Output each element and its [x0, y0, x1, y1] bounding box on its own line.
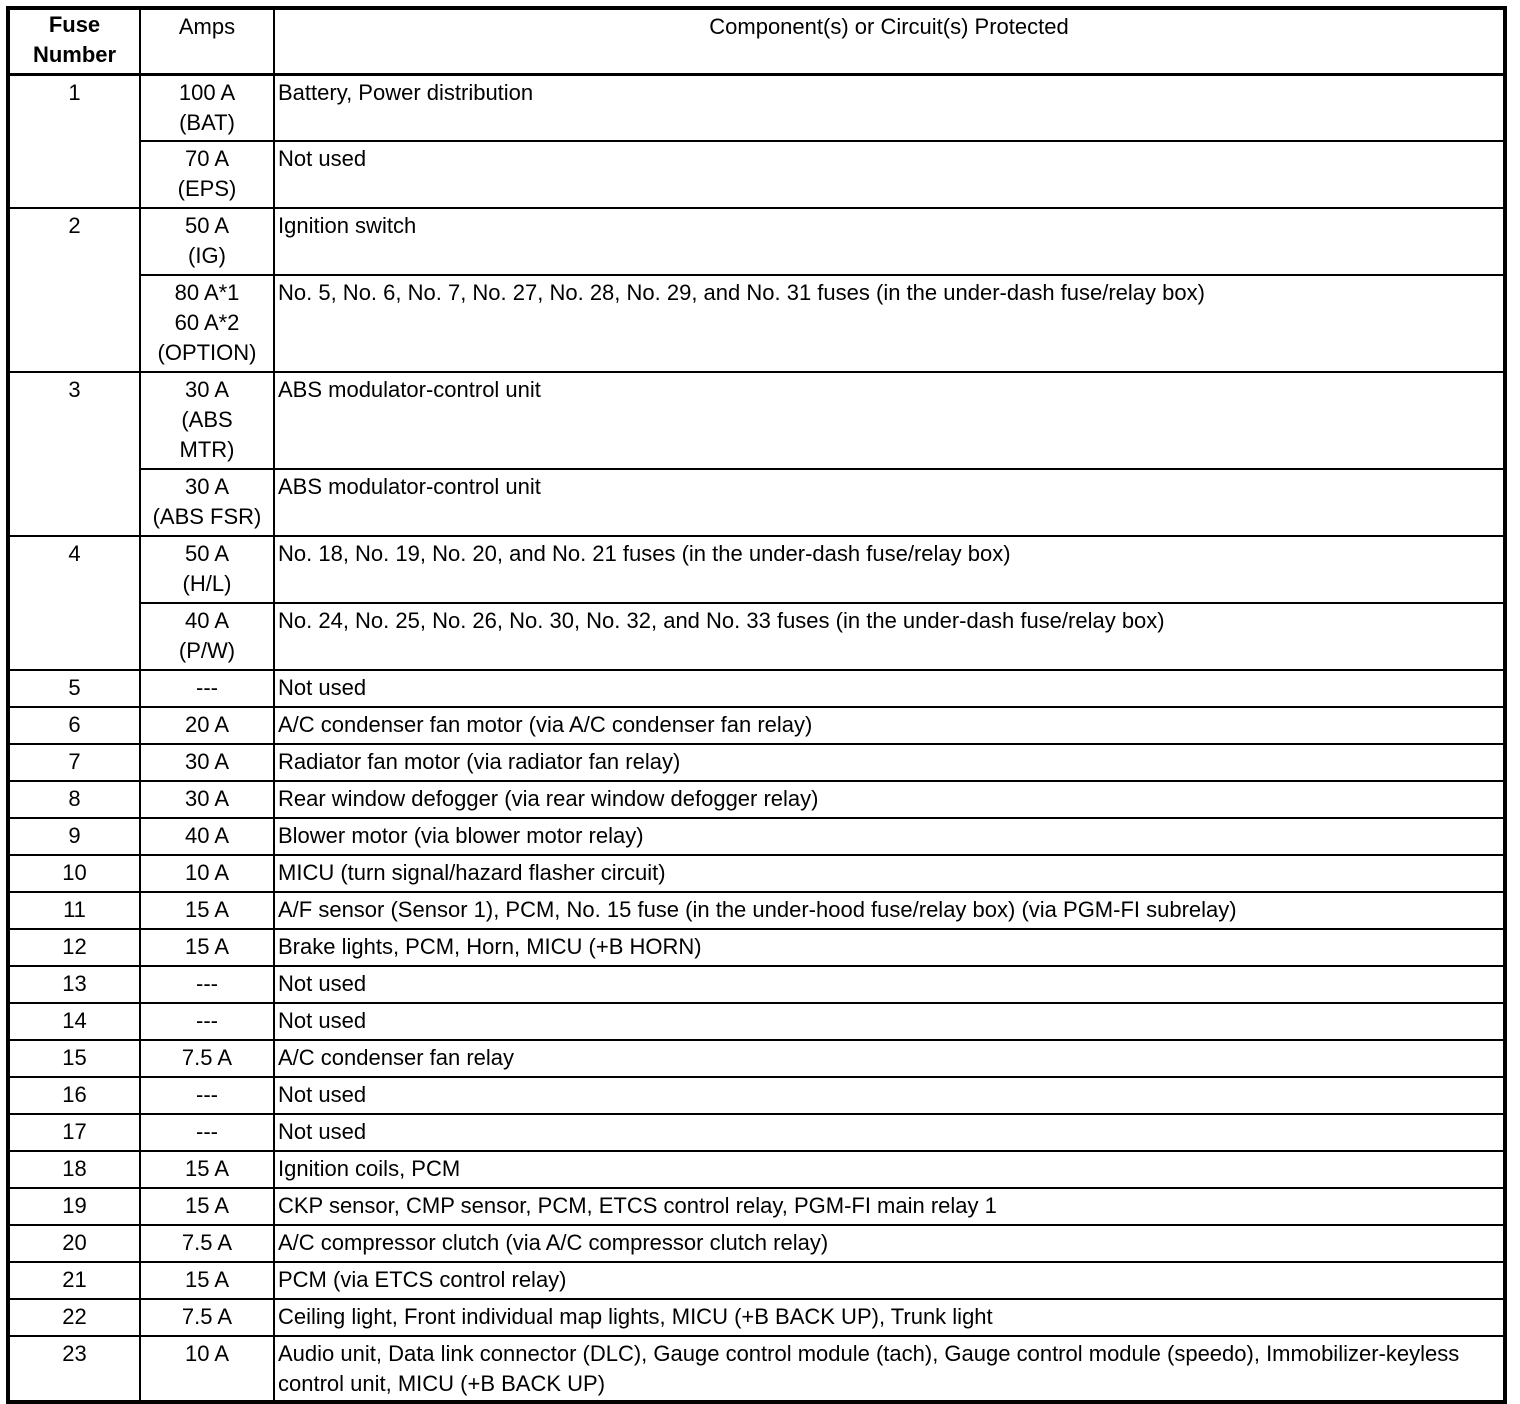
table-row [8, 469, 1505, 536]
table-row [8, 966, 1505, 1003]
fuse-number-cell: 8 [8, 781, 140, 818]
amps-cell: --- [140, 966, 274, 1003]
amps-cell: 15 A [140, 1262, 274, 1299]
component-cell: No. 24, No. 25, No. 26, No. 30, No. 32, and No. 33 fuses (in the under-dash fuse/relay box) [274, 603, 1505, 670]
component-cell: A/F sensor (Sensor 1), PCM, No. 15 fuse (in the under-hood fuse/relay box) (via PGM-FI subrelay) [274, 892, 1505, 929]
table-row [8, 670, 1505, 707]
header-row [8, 8, 1505, 74]
table-row [8, 1225, 1505, 1262]
table-row [8, 818, 1505, 855]
fuse-number-cell: 12 [8, 929, 140, 966]
component-cell: Radiator fan motor (via radiator fan relay) [274, 744, 1505, 781]
table-row [8, 1151, 1505, 1188]
component-cell: A/C compressor clutch (via A/C compressor clutch relay) [274, 1225, 1505, 1262]
amps-cell: --- [140, 670, 274, 707]
component-cell: Rear window defogger (via rear window defogger relay) [274, 781, 1505, 818]
component-cell: No. 18, No. 19, No. 20, and No. 21 fuses (in the under-dash fuse/relay box) [274, 536, 1505, 603]
fuse-number-cell: 6 [8, 707, 140, 744]
header-amps: Amps [140, 8, 274, 74]
table-row [8, 929, 1505, 966]
component-cell: Ignition coils, PCM [274, 1151, 1505, 1188]
amps-cell: 15 A [140, 1151, 274, 1188]
component-cell: Not used [274, 141, 1505, 208]
amps-cell: 40 A [140, 818, 274, 855]
table-row [8, 1003, 1505, 1040]
fuse-number-cell: 23 [8, 1336, 140, 1402]
amps-cell: 100 A (BAT) [140, 74, 274, 141]
amps-cell: 50 A (H/L) [140, 536, 274, 603]
component-cell: No. 5, No. 6, No. 7, No. 27, No. 28, No. 29, and No. 31 fuses (in the under-dash fuse/relay box) [274, 275, 1505, 372]
amps-cell: 10 A [140, 855, 274, 892]
amps-cell: 15 A [140, 929, 274, 966]
table-row [8, 892, 1505, 929]
table-row [8, 744, 1505, 781]
amps-cell: 30 A [140, 781, 274, 818]
fuse-number-cell: 18 [8, 1151, 140, 1188]
amps-cell: 20 A [140, 707, 274, 744]
amps-cell: 15 A [140, 892, 274, 929]
fuse-table [6, 6, 1507, 1404]
component-cell: Not used [274, 966, 1505, 1003]
component-cell: Brake lights, PCM, Horn, MICU (+B HORN) [274, 929, 1505, 966]
component-cell: ABS modulator-control unit [274, 372, 1505, 469]
fuse-number-cell: 14 [8, 1003, 140, 1040]
table-row [8, 1040, 1505, 1077]
table-row [8, 141, 1505, 208]
amps-cell: 30 A [140, 744, 274, 781]
component-cell: Not used [274, 1077, 1505, 1114]
fuse-number-cell: 7 [8, 744, 140, 781]
table-row [8, 1262, 1505, 1299]
table-row [8, 208, 1505, 275]
fuse-number-cell: 1 [8, 74, 140, 208]
fuse-number-cell: 20 [8, 1225, 140, 1262]
fuse-number-cell: 11 [8, 892, 140, 929]
component-cell: Ceiling light, Front individual map lights, MICU (+B BACK UP), Trunk light [274, 1299, 1505, 1336]
fuse-number-cell: 19 [8, 1188, 140, 1225]
amps-cell: 50 A (IG) [140, 208, 274, 275]
fuse-number-cell: 13 [8, 966, 140, 1003]
component-cell: CKP sensor, CMP sensor, PCM, ETCS control relay, PGM-FI main relay 1 [274, 1188, 1505, 1225]
table-row [8, 536, 1505, 603]
fuse-number-cell: 5 [8, 670, 140, 707]
header-component: Component(s) or Circuit(s) Protected [274, 8, 1505, 74]
amps-cell: 7.5 A [140, 1225, 274, 1262]
table-row [8, 372, 1505, 469]
amps-cell: 15 A [140, 1188, 274, 1225]
table-row [8, 1188, 1505, 1225]
amps-cell: --- [140, 1077, 274, 1114]
amps-cell: 10 A [140, 1336, 274, 1402]
table-row [8, 74, 1505, 141]
amps-cell: 70 A (EPS) [140, 141, 274, 208]
fuse-number-cell: 3 [8, 372, 140, 536]
amps-cell: 7.5 A [140, 1299, 274, 1336]
component-cell: Battery, Power distribution [274, 74, 1505, 141]
component-cell: A/C condenser fan motor (via A/C condenser fan relay) [274, 707, 1505, 744]
component-cell: A/C condenser fan relay [274, 1040, 1505, 1077]
fuse-number-cell: 4 [8, 536, 140, 670]
amps-cell: --- [140, 1114, 274, 1151]
fuse-number-cell: 9 [8, 818, 140, 855]
table-row [8, 707, 1505, 744]
fuse-number-cell: 17 [8, 1114, 140, 1151]
table-row [8, 1336, 1505, 1402]
amps-cell: 30 A (ABS MTR) [140, 372, 274, 469]
component-cell: PCM (via ETCS control relay) [274, 1262, 1505, 1299]
amps-cell: 30 A (ABS FSR) [140, 469, 274, 536]
component-cell: Ignition switch [274, 208, 1505, 275]
table-row [8, 275, 1505, 372]
fuse-number-cell: 22 [8, 1299, 140, 1336]
fuse-number-cell: 2 [8, 208, 140, 372]
component-cell: ABS modulator-control unit [274, 469, 1505, 536]
table-row [8, 1114, 1505, 1151]
amps-cell: 7.5 A [140, 1040, 274, 1077]
component-cell: Audio unit, Data link connector (DLC), Gauge control module (tach), Gauge control module (speedo), Immobilizer-keyless control unit, MICU (+B BACK UP) [274, 1336, 1505, 1402]
table-row [8, 603, 1505, 670]
fuse-number-cell: 15 [8, 1040, 140, 1077]
amps-cell: 40 A (P/W) [140, 603, 274, 670]
table-row [8, 781, 1505, 818]
component-cell: Not used [274, 1003, 1505, 1040]
table-row [8, 1299, 1505, 1336]
table-row [8, 1077, 1505, 1114]
component-cell: Not used [274, 670, 1505, 707]
amps-cell: --- [140, 1003, 274, 1040]
component-cell: MICU (turn signal/hazard flasher circuit) [274, 855, 1505, 892]
amps-cell: 80 A*1 60 A*2 (OPTION) [140, 275, 274, 372]
fuse-number-cell: 10 [8, 855, 140, 892]
component-cell: Blower motor (via blower motor relay) [274, 818, 1505, 855]
fuse-number-cell: 21 [8, 1262, 140, 1299]
header-fuse-number: Fuse Number [8, 8, 140, 74]
table-row [8, 855, 1505, 892]
component-cell: Not used [274, 1114, 1505, 1151]
fuse-number-cell: 16 [8, 1077, 140, 1114]
